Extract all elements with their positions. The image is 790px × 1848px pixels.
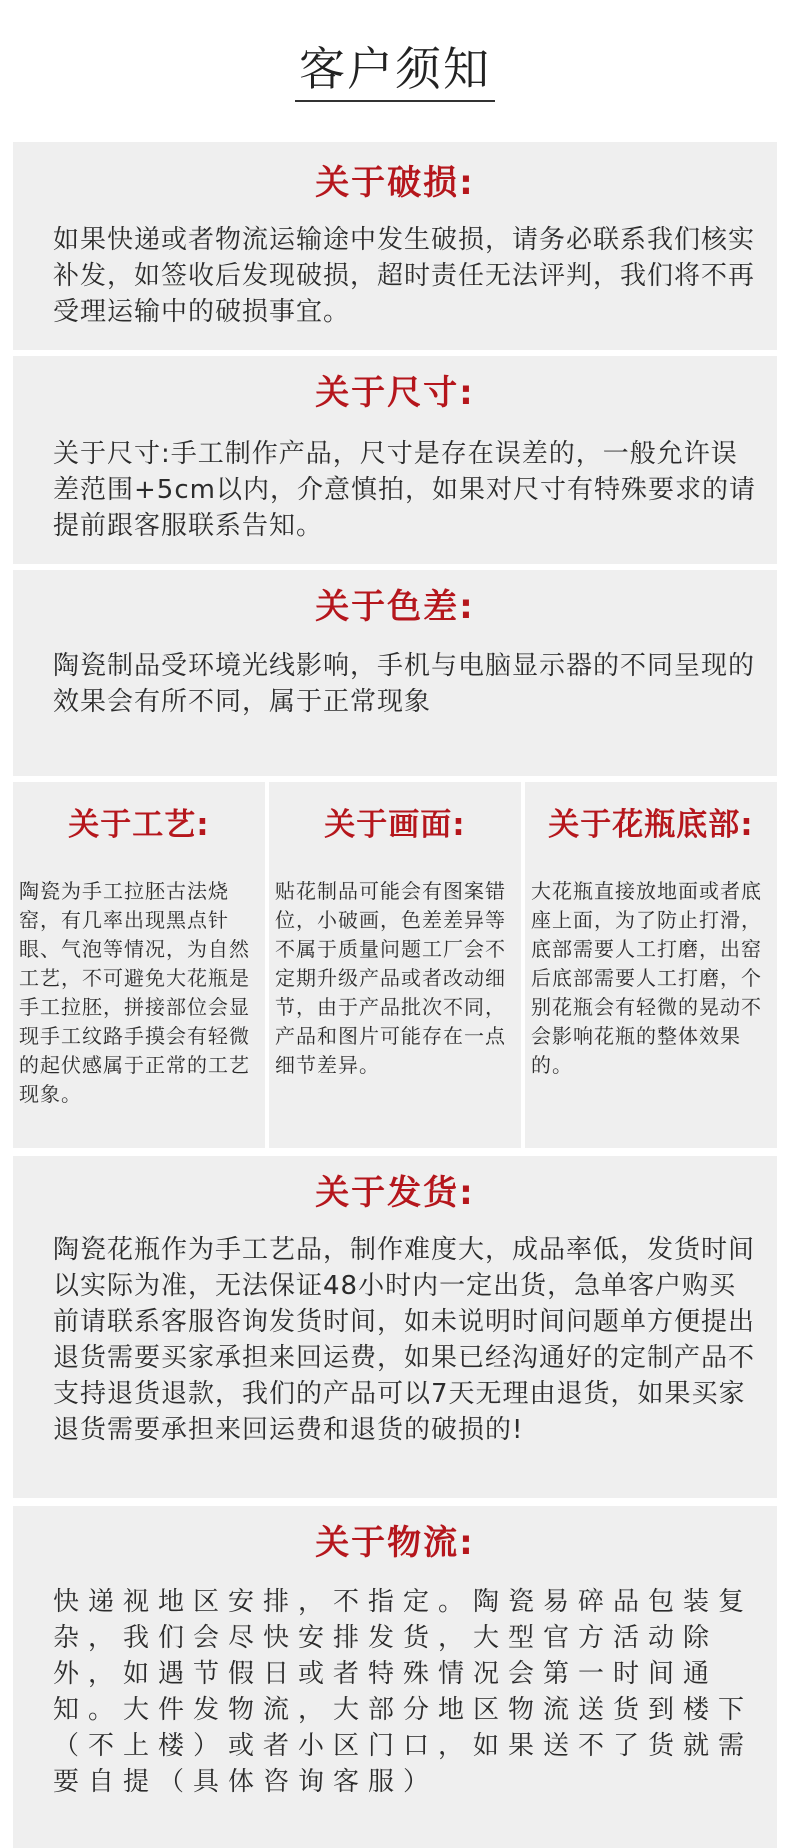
section-bottom-text: 大花瓶直接放地面或者底座上面，为了防止打滑，底部需要人工打磨，出窑后底部需要人工打磨，个别花瓶会有轻微的晃动不会影响花瓶的整体效果的。 (531, 879, 762, 1077)
page-title: 客户须知 (295, 46, 495, 102)
section-damage-text: 如果快递或者物流运输途中发生破损，请务必联系我们核实补发，如签收后发现破损，超时责任无法评判，我们将不再受理运输中的破损事宜。 (53, 225, 756, 327)
section-size (13, 356, 777, 564)
section-color (13, 570, 777, 776)
section-damage (13, 142, 777, 350)
section-damage-title: 关于破损: (315, 163, 475, 203)
section-bottom (525, 782, 777, 1148)
section-craft (13, 782, 265, 1148)
section-shipping-title: 关于发货: (315, 1173, 475, 1213)
section-picture (269, 782, 521, 1148)
section-color-title: 关于色差: (315, 587, 475, 627)
section-bottom-title: 关于花瓶底部: (548, 807, 754, 843)
section-size-text: 关于尺寸:手工制作产品，尺寸是存在误差的，一般允许误差范围+5cm以内，介意慎拍，如果对尺寸有特殊要求的请提前跟客服联系告知。 (53, 439, 756, 541)
three-column-row (13, 782, 777, 1148)
section-craft-text: 陶瓷为手工拉胚古法烧窑，有几率出现黑点针眼、气泡等情况，为自然工艺，不可避免大花瓶是手工拉胚，拼接部位会显现手工纹路手摸会有轻微的起伏感属于正常的工艺现象。 (19, 879, 250, 1106)
section-color-text: 陶瓷制品受环境光线影响，手机与电脑显示器的不同呈现的效果会有所不同，属于正常现象 (53, 651, 756, 717)
section-logistics-title: 关于物流: (315, 1523, 475, 1563)
section-logistics-text: 快递视地区安排，不指定。陶瓷易碎品包装复杂，我们会尽快安排发货，大型官方活动除外，如遇节假日或者特殊情况会第一时间通知。大件发物流，大部分地区物流送货到楼下（不上楼）或者小区门口，如果送不了货就需要自提（具体咨询客服） (53, 1587, 754, 1797)
section-craft-title: 关于工艺: (68, 807, 210, 843)
section-picture-text: 贴花制品可能会有图案错位，小破画，色差差异等不属于质量问题工厂会不定期升级产品或者改动细节，由于产品批次不同，产品和图片可能存在一点细节差异。 (275, 879, 506, 1077)
page-title-wrap (0, 42, 790, 102)
section-shipping (13, 1156, 777, 1498)
section-size-title: 关于尺寸: (315, 373, 475, 413)
section-picture-title: 关于画面: (324, 807, 466, 843)
section-logistics (13, 1506, 777, 1848)
section-shipping-text: 陶瓷花瓶作为手工艺品，制作难度大，成品率低，发货时间以实际为准，无法保证48小时内一定出货，急单客户购买前请联系客服咨询发货时间，如未说明时间问题单方便提出退货需要买家承担来回运费，如果已经沟通好的定制产品不支持退货退款，我们的产品可以7天无理由退货，如果买家退货需要承担来回运费和退货的破损的! (53, 1235, 756, 1445)
